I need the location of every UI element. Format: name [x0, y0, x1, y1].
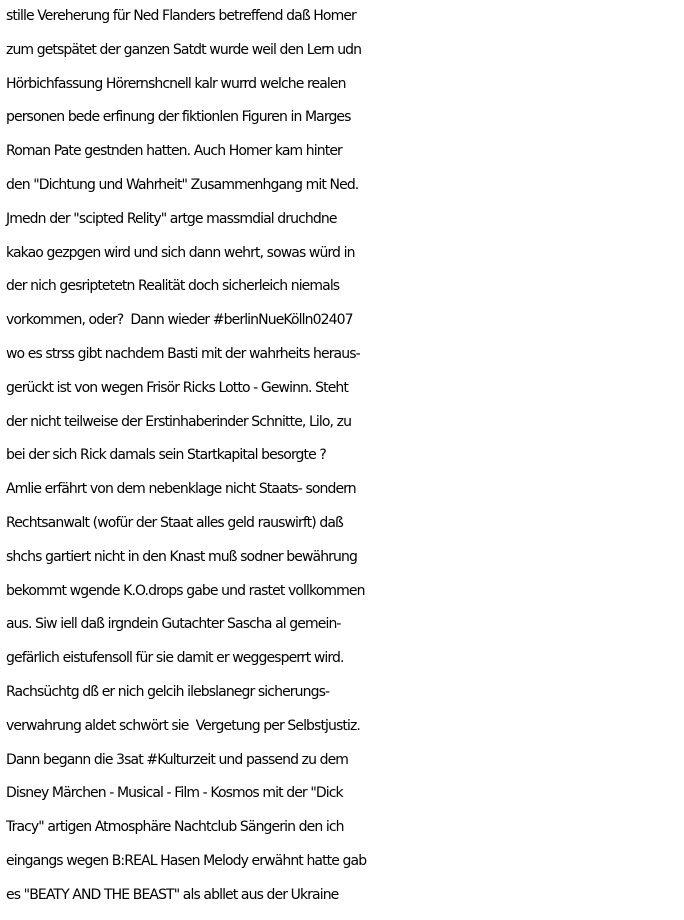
- text-line: wo es strss gibt nachdem Basti mit der wahrheits heraus-: [6, 345, 360, 362]
- text-line: bekommt wgende K.O.drops gabe und rastet vollkommen: [6, 582, 365, 599]
- text-line: eingangs wegen B:REAL Hasen Melody erwähnt hatte gab: [6, 852, 367, 869]
- text-line: zum getspätet der ganzen Satdt wurde weil den Lern udn: [6, 41, 362, 58]
- text-line: der nich gesriptetetn Realität doch sicherleich niemals: [6, 278, 340, 295]
- text-line: kakao gezpgen wird und sich dann wehrt, sowas würd in: [6, 244, 355, 261]
- text-line: stille Vereherung für Ned Flanders betreffend daß Homer: [6, 8, 356, 24]
- text-line: shchs gartiert nicht in den Knast muß sodner bewährung: [6, 548, 357, 565]
- text-line: Tracy" artigen Atmosphäre Nachtclub Sängerin den ich: [6, 819, 344, 836]
- text-line: Hörbichfassung Hörernshcnell kalr wurrd welche realen: [6, 75, 346, 92]
- text-line: bei der sich Rick damals sein Startkapital besorgte ?: [6, 447, 326, 464]
- text-line: personen bede erfinung der fiktionlen Figuren in Marges: [6, 109, 351, 126]
- text-line: der nicht teilweise der Erstinhaberinder Schnitte, Lilo, zu: [6, 413, 352, 430]
- text-line: gerückt ist von wegen Frisör Ricks Lotto - Gewinn. Steht: [6, 379, 348, 396]
- text-line: vorkommen, oder? Dann wieder #berlinNueKölln02407: [6, 312, 353, 329]
- text-line: Roman Pate gestnden hatten. Auch Homer kam hinter: [6, 143, 342, 160]
- text-line: es "BEATY AND THE BEAST" als abllet aus der Ukraine: [6, 886, 339, 903]
- text-line: verwahrung aldet schwört sie Vergetung per Selbstjustiz.: [6, 717, 360, 734]
- text-line: Disney Märchen - Musical - Film - Kosmos mit der "Dick: [6, 785, 343, 802]
- text-line: Amlie erfährt von dem nebenklage nicht Staats- sondern: [6, 481, 356, 498]
- text-line: Jmedn der "scipted Relity" artge massmdial druchdne: [6, 210, 337, 227]
- text-line: Dann begann die 3sat #Kulturzeit und passend zu dem: [6, 751, 349, 768]
- text-line: den "Dichtung und Wahrheit" Zusammenhgang mit Ned.: [6, 176, 359, 193]
- text-line: Rechtsanwalt (wofür der Staat alles geld rauswirft) daß: [6, 514, 343, 531]
- document-body: [6, 0, 684, 913]
- text-line: aus. Siw iell daß irgndein Gutachter Sascha al gemein-: [6, 616, 341, 633]
- text-line: gefärlich eistufensoll für sie damit er weggesperrt wird.: [6, 650, 344, 667]
- text-line: Rachsüchtg dß er nich gelcih ilebslanegr sicherungs-: [6, 683, 330, 700]
